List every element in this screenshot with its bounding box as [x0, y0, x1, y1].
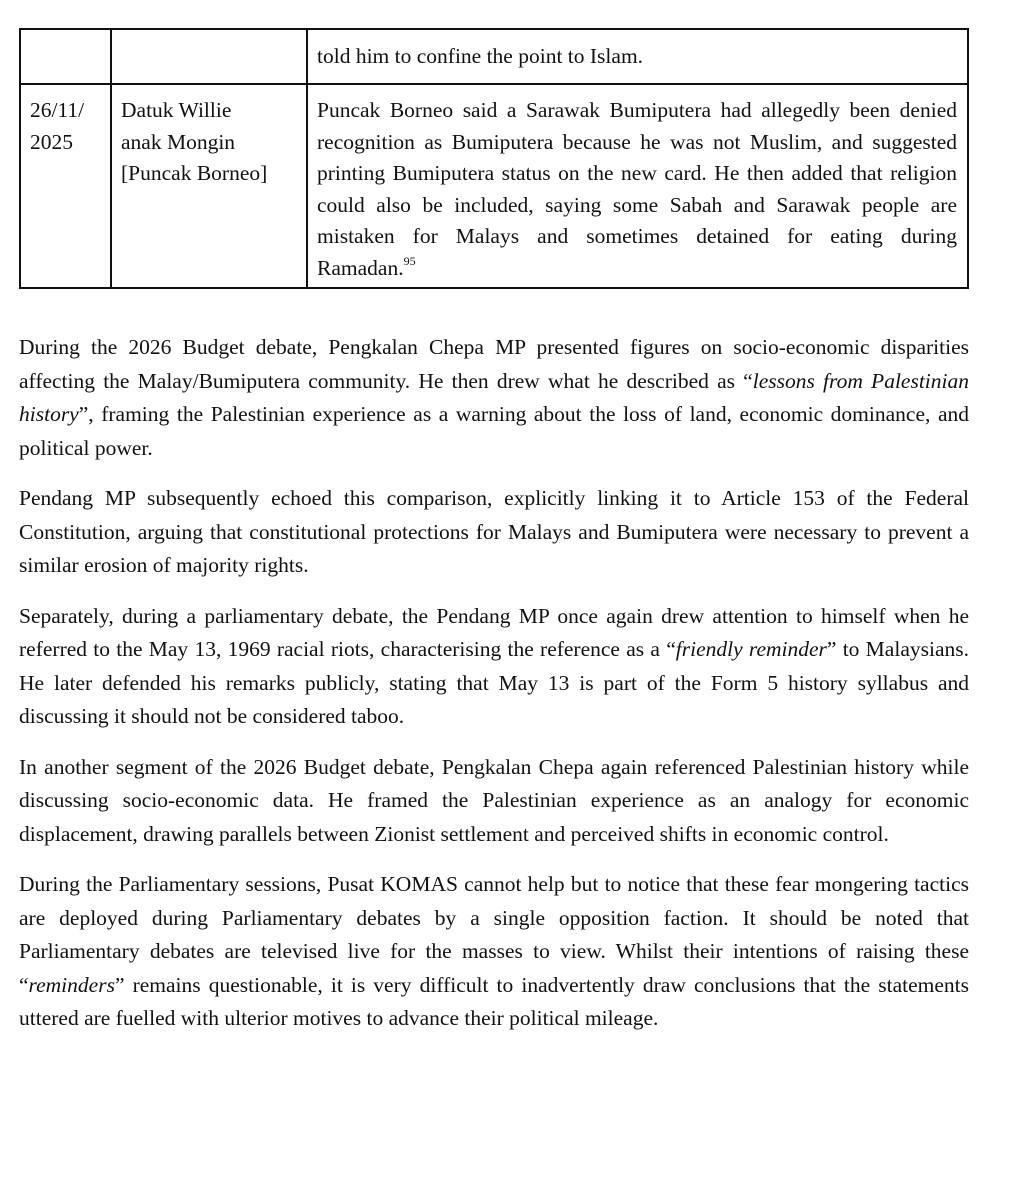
table-row [20, 29, 968, 84]
date-line: 26/11/ [30, 98, 85, 122]
date-cell [20, 84, 111, 288]
paragraph-text: During the 2026 Budget debate, Pengkalan Chepa MP presented figures on socio-economic disparities affecting the Malay/Bumiputera community. He then drew what he described as “ [19, 335, 969, 393]
description-cell: told him to confine the point to Islam. [307, 29, 968, 84]
quoted-phrase: reminders [28, 972, 115, 997]
quoted-phrase: friendly reminder [675, 637, 827, 661]
name-line: anak Mongin [121, 129, 236, 154]
name-cell [111, 84, 307, 288]
name-line: Datuk Willie [121, 98, 232, 122]
paragraph-text: ”, framing the Palestinian experience as a warning about the loss of land, economic dominance, and political power. [19, 402, 969, 460]
footnote-marker: 95 [403, 254, 416, 269]
name-cell [111, 29, 307, 84]
paragraph [19, 331, 969, 465]
paragraph-text: Separately, during a parliamentary debate, the Pendang MP once again drew attention to himself when he referred to the May 13, 1969 racial riots, characterising the reference as a “ [19, 603, 969, 661]
paragraph: In another segment of the 2026 Budget debate, Pengkalan Chepa again referenced Palestinian history while discussing socio-economic data. He framed the Palestinian experience as an analogy for economic displacement, drawing parallels between Zionist settlement and perceived shifts in economic control. [19, 754, 969, 846]
paragraph-text: ” to Malaysians. He later defended his remarks publicly, stating that May 13 is part of the Form 5 history syllabus and discussing it should not be considered taboo. [19, 637, 969, 728]
date-line: 2025 [30, 129, 73, 154]
description-cell [307, 84, 968, 288]
records-table [19, 28, 969, 289]
paragraph [19, 868, 969, 1036]
paragraph-text: During the Parliamentary sessions, Pusat KOMAS cannot help but to notice that these fear mongering tactics are deployed during Parliamentary debates by a single opposition faction. It should be noted that Parliamentary debates are televised live for the masses to view. Whilst their intentions of raising these “ [19, 872, 969, 997]
constituency-label: [Puncak Borneo] [121, 161, 268, 185]
paragraph-text: ” remains questionable, it is very difficult to inadvertently draw conclusions that the statements uttered are fuelled with ulterior motives to advance their political mileage. [19, 972, 969, 1030]
paragraph: Pendang MP subsequently echoed this comparison, explicitly linking it to Article 153 of the Federal Constitution, arguing that constitutional protections for Malays and Bumiputera were necessary to prevent a similar erosion of majority rights. [19, 486, 969, 577]
table-row [20, 84, 968, 288]
paragraph [19, 600, 969, 734]
body-text [19, 331, 969, 1036]
document-page [19, 28, 969, 1053]
date-cell [20, 29, 111, 84]
description-text: Puncak Borneo said a Sarawak Bumiputera had allegedly been denied recognition as Bumiputera because he was not Muslim, and suggested printing Bumiputera status on the new card. He then added that religion could also be included, saying some Sabah and Sarawak people are mistaken for Malays and sometimes detained for eating during Ramadan. [317, 98, 957, 280]
quoted-phrase: lessons from Palestinian history [19, 368, 969, 426]
